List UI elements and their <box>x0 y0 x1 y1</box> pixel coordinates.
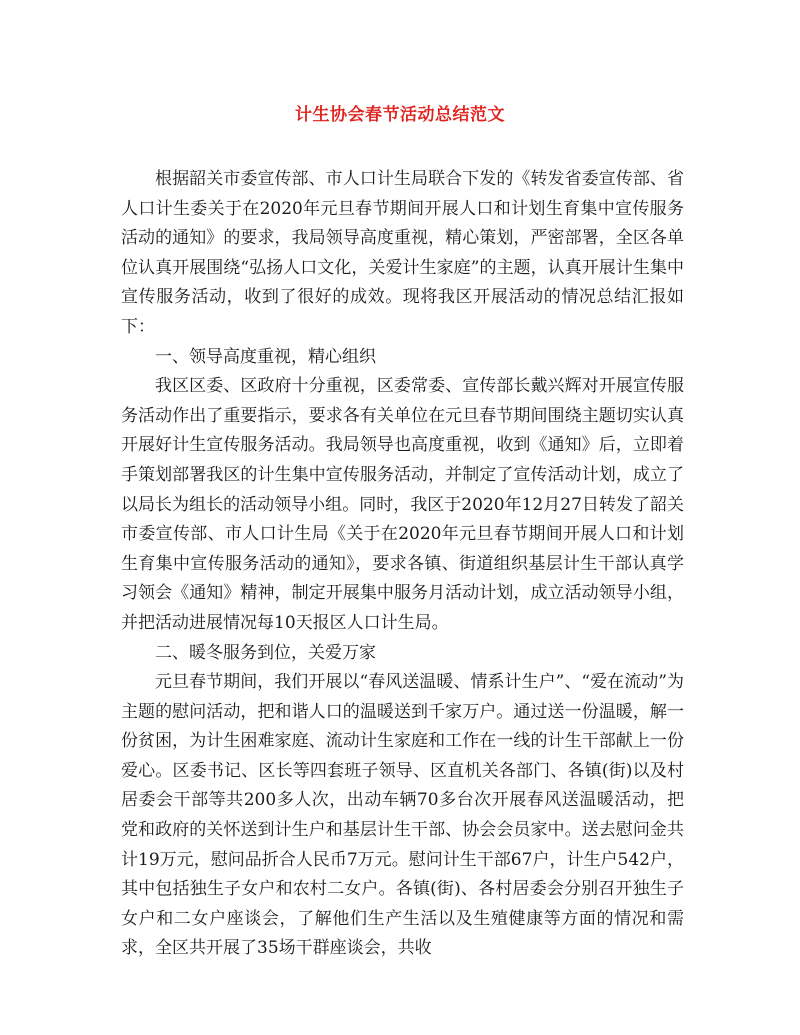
section-heading-2: 二、暖冬服务到位，关爱万家 <box>155 642 376 663</box>
section-2-paragraph: 元旦春节期间，我们开展以“春风送温暖、情系计生户”、“爱在流动”为主题的慰问活动，把和谐人口的温暖送到千家万户。通过送一份温暖，解一份贫困，为计生困难家庭、流动计生家庭和工作在一线的计生干部献上一份爱心。区委书记、区长等四套班子领导、区直机关各部门、各镇(街)以及村居委会干部等共200多人次，出动车辆70多台次开展春风送温暖活动，把党和政府的关怀送到计生户和基层计生干部、协会会员家中。送去慰问金共计19万元，慰问品折合人民币7万元。慰问计生干部67户，计生户542户，其中包括独生子女户和农村二女户。各镇(街)、各村居委会分别召开独生子女户和二女户座谈会，了解他们生产生活以及生殖健康等方面的情况和需求，全区共开展了35场干群座谈会，共收 <box>121 672 684 959</box>
intro-paragraph: 根据韶关市委宣传部、市人口计生局联合下发的《转发省委宣传部、省人口计生委关于在2020年元旦春节期间开展人口和计划生育集中宣传服务活动的通知》的要求，我局领导高度重视，精心策划，严密部署，全区各单位认真开展围绕“弘扬人口文化，关爱计生家庭”的主题，认真开展计生集中宣传服务活动，收到了很好的成效。现将我区开展活动的情况总结汇报如下： <box>121 169 684 337</box>
section-1-paragraph: 我区区委、区政府十分重视，区委常委、宣传部长戴兴辉对开展宣传服务活动作出了重要指示，要求各有关单位在元旦春节期间围绕主题切实认真开展好计生宣传服务活动。我局领导也高度重视，收到《通知》后，立即着手策划部署我区的计生集中宣传服务活动，并制定了宣传活动计划，成立了以局长为组长的活动领导小组。同时，我区于2020年12月27日转发了韶关市委宣传部、市人口计生局《关于在2020年元旦春节期间开展人口和计划生育集中宣传服务活动的通知》，要求各镇、街道组织基层计生干部认真学习领会《通知》精神，制定开展集中服务月活动计划，成立活动领导小组，并把活动进展情况每10天报区人口计生局。 <box>121 376 684 633</box>
document-body <box>121 165 684 964</box>
section-heading-1: 一、领导高度重视，精心组织 <box>155 346 376 367</box>
document-title: 计生协会春节活动总结范文 <box>295 105 505 125</box>
